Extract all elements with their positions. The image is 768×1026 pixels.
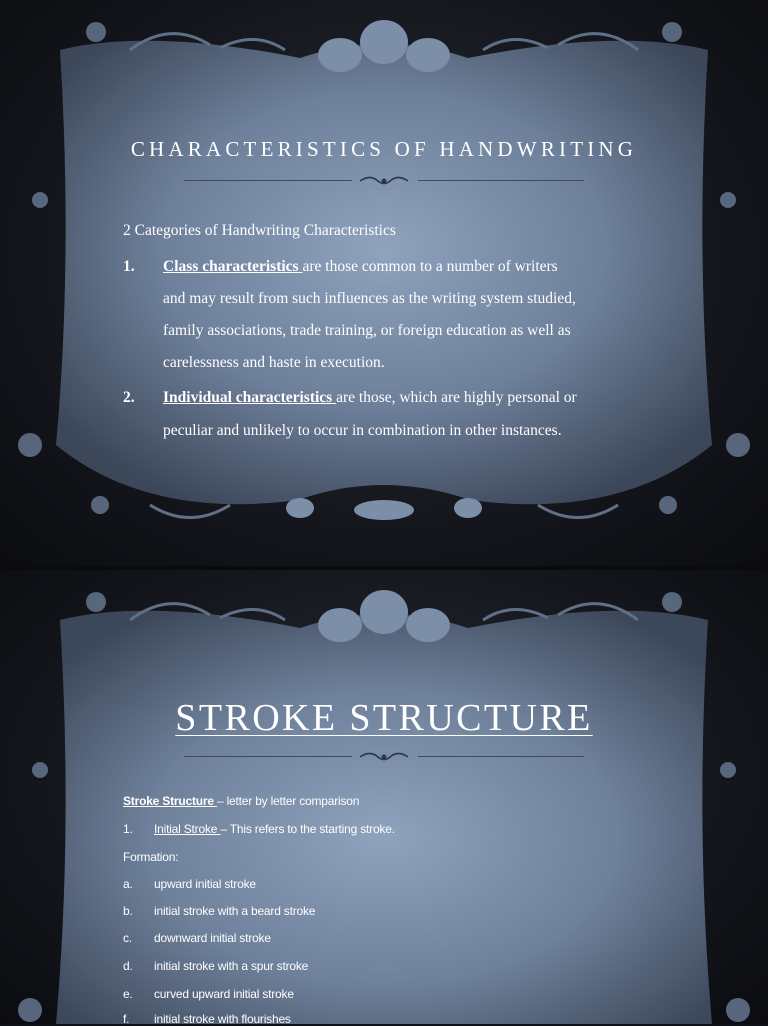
formation-label: Formation: xyxy=(123,850,179,864)
title-rule-right xyxy=(418,756,584,757)
list-item-1-line-1 xyxy=(163,258,558,276)
list-letter: c. xyxy=(123,931,132,945)
list-letter: e. xyxy=(123,987,133,1001)
list-number-2: 2. xyxy=(123,389,135,406)
item-1-line xyxy=(154,822,395,836)
list-item: downward initial stroke xyxy=(154,931,271,945)
slide-2 xyxy=(0,570,768,1024)
list-letter: b. xyxy=(123,904,133,918)
term-initial-stroke: Initial Stroke xyxy=(154,822,221,836)
item-1-rest: – This refers to the starting stroke. xyxy=(220,822,395,836)
list-item-1-line-4: carelessness and haste in execution. xyxy=(163,354,385,371)
title-rule-left xyxy=(184,756,352,757)
title-rule-left xyxy=(184,180,352,181)
ornate-frame xyxy=(0,570,768,1024)
list-item-1-line-3: family associations, trade training, or foreign education as well as xyxy=(163,322,571,339)
title-rule-right xyxy=(418,180,584,181)
slide-title: CHARACTERISTICS OF HANDWRITING xyxy=(130,137,638,161)
list-item-2-text: are those, which are highly personal or xyxy=(336,389,577,406)
lead-line xyxy=(123,794,359,808)
term-individual-characteristics: Individual characteristics xyxy=(163,389,337,406)
list-item-1-line-2: and may result from such influences as the writing system studied, xyxy=(163,290,576,307)
item-1-number: 1. xyxy=(123,822,133,836)
flourish-icon xyxy=(356,748,412,766)
intro-text: 2 Categories of Handwriting Characteristics xyxy=(123,222,396,239)
list-letter: a. xyxy=(123,877,133,891)
list-item-1-text: are those common to a number of writers xyxy=(302,258,558,275)
list-item: upward initial stroke xyxy=(154,877,256,891)
list-letter: f. xyxy=(123,1012,130,1026)
list-letter: d. xyxy=(123,959,133,973)
list-number-1: 1. xyxy=(123,258,135,275)
slide-title: STROKE STRUCTURE xyxy=(175,697,593,739)
list-item-2-line-1 xyxy=(163,389,577,407)
lead-rest: – letter by letter comparison xyxy=(216,794,360,808)
flourish-icon xyxy=(356,172,412,190)
term-stroke-structure: Stroke Structure xyxy=(123,794,217,808)
list-item: initial stroke with a beard stroke xyxy=(154,904,316,918)
list-item: curved upward initial stroke xyxy=(154,987,294,1001)
list-item: initial stroke with flourishes xyxy=(154,1012,291,1026)
list-item: initial stroke with a spur stroke xyxy=(154,959,309,973)
term-class-characteristics: Class characteristics xyxy=(163,258,303,275)
list-item-2-line-2: peculiar and unlikely to occur in combination in other instances. xyxy=(163,422,562,439)
